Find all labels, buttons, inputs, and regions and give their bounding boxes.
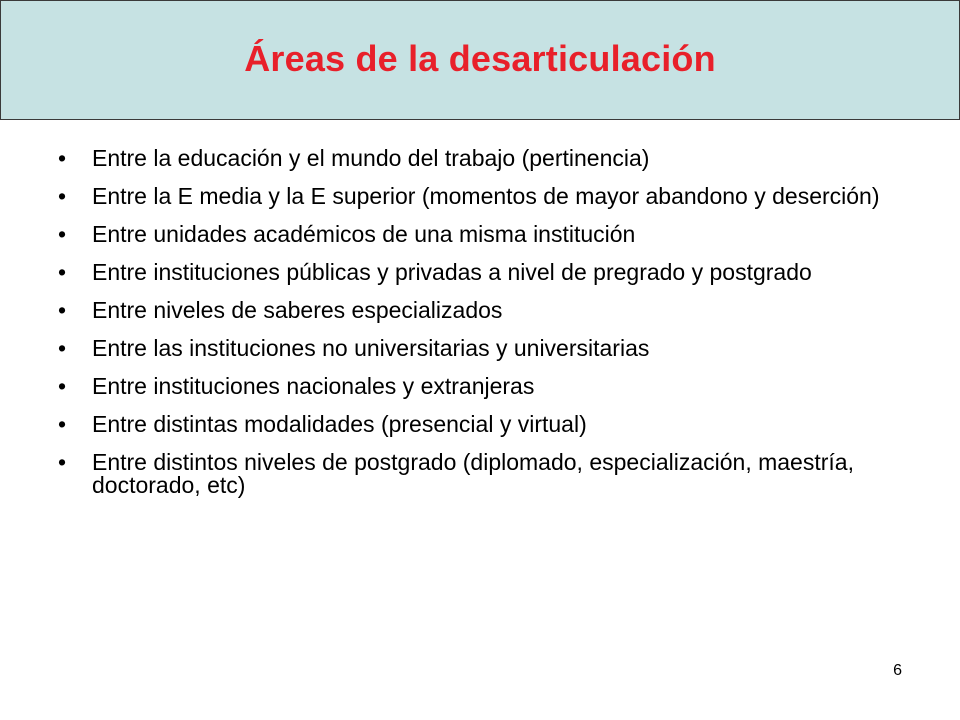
bullet-point-icon: • [58, 183, 67, 209]
bullet-text: Entre las instituciones no universitarias y universitarias [92, 335, 650, 361]
bullet-point-icon: • [58, 145, 67, 171]
bullet-item [58, 413, 918, 436]
bullet-point-icon: • [58, 221, 67, 247]
bullet-point-icon: • [58, 449, 67, 475]
bullet-item [58, 299, 918, 322]
bullet-item [58, 337, 918, 360]
bullet-list [58, 147, 918, 512]
bullet-text: Entre la educación y el mundo del trabajo (pertinencia) [92, 145, 650, 171]
bullet-text: Entre distintas modalidades (presencial y virtual) [92, 411, 587, 437]
bullet-text: Entre distintos niveles de postgrado (diplomado, especialización, maestría, doctorado, etc) [92, 449, 854, 498]
bullet-item [58, 223, 918, 246]
bullet-point-icon: • [58, 259, 67, 285]
bullet-item [58, 261, 918, 284]
bullet-text: Entre instituciones nacionales y extranjeras [92, 373, 535, 399]
bullet-item [58, 147, 918, 170]
bullet-item [58, 185, 918, 208]
bullet-point-icon: • [58, 373, 67, 399]
bullet-point-icon: • [58, 297, 67, 323]
bullet-text: Entre la E media y la E superior (momentos de mayor abandono y deserción) [92, 183, 880, 209]
page-number: 6 [893, 662, 902, 679]
bullet-point-icon: • [58, 411, 67, 437]
slide-title: Áreas de la desarticulación [244, 38, 716, 79]
title-banner [0, 0, 960, 120]
bullet-item [58, 375, 918, 398]
bullet-text: Entre instituciones públicas y privadas a nivel de pregrado y postgrado [92, 259, 812, 285]
bullet-item [58, 451, 918, 497]
bullet-text: Entre niveles de saberes especializados [92, 297, 503, 323]
bullet-text: Entre unidades académicos de una misma institución [92, 221, 636, 247]
bullet-point-icon: • [58, 335, 67, 361]
